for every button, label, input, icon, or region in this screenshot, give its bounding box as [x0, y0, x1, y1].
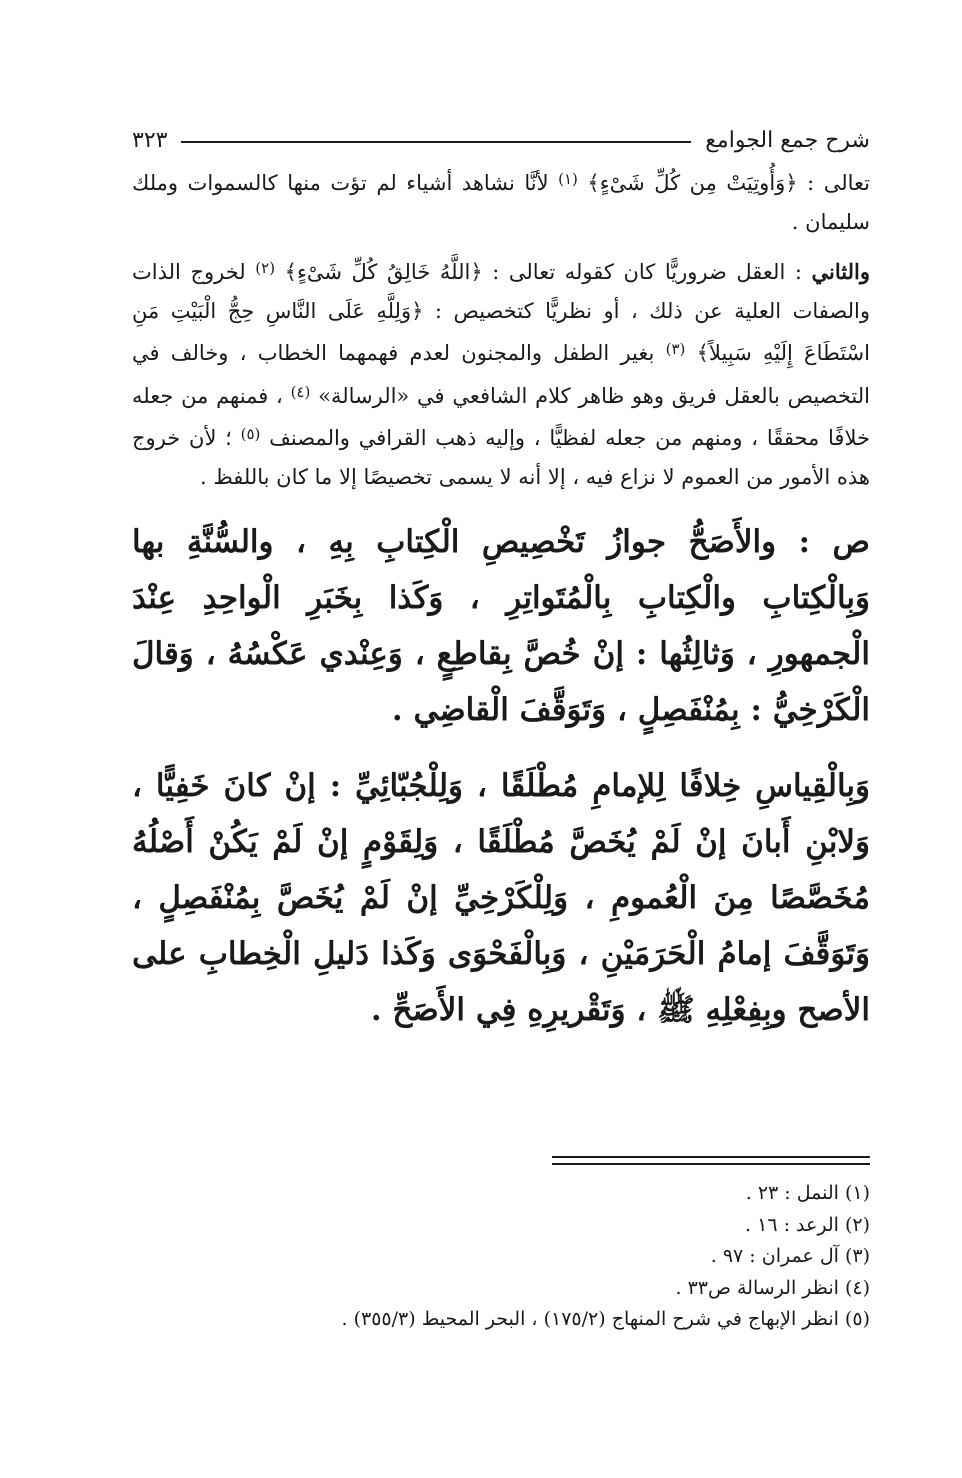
matn-paragraph-2: وَبِالْقِياسِ خِلافًا لِلإمامِ مُطْلَقًا ، وَلِلْجُبّائِيِّ : إنْ كانَ خَفِيًّا ، وَلابْنِ أَبانَ إنْ لَمْ يُخَصَّ مُطْلَقًا ، وَلِقَوْمٍ إنْ لَمْ يَكُنْ أَصْلُهُ مُخَصَّصًا مِنَ الْعُمومِ ، وَلِلْكَرْخِيِّ إنْ لَمْ يُخَصَّ بِمُنْفَصِلٍ ، وَتَوَقَّفَ إمامُ الْحَرَمَيْنِ ، وَبِالْفَحْوَى وَكَذا دَليلِ الْخِطابِ على الأصح وبِفِعْلِهِ ﷺ ، وَتَقْريرِهِ فِي الأَصَحِّ .	[132, 768, 870, 1028]
footnote-separator	[552, 1156, 870, 1165]
footnote-1: (١) النمل : ٢٣ .	[745, 1182, 870, 1204]
text: تعالى :	[797, 171, 870, 195]
text: : العقل ضروريًّا كان كقوله تعالى :	[482, 260, 812, 284]
footnote-ref-4: (٤)	[290, 382, 311, 401]
footnote-4: (٤) انظر الرسالة ص٣٣ .	[675, 1276, 870, 1299]
commentary-paragraph-2	[132, 249, 870, 496]
footnote-ref-2: (٢)	[255, 259, 276, 277]
header-title: شرح جمع الجوامع	[705, 127, 870, 153]
commentary-paragraph-1	[132, 160, 870, 241]
footnote-ref-3: (٣)	[665, 340, 686, 358]
footnote-ref-1: (١)	[558, 170, 578, 188]
footnotes	[132, 1178, 870, 1336]
footnote-2: (٢) الرعد : ١٦ .	[745, 1213, 870, 1236]
text: بغير الطفل والمجنون لعدم فهمهما الخطاب ، وخالف في التخصيص بالعقل فريق وهو ظاهر كلام الشافعي في «الرسالة»	[132, 341, 870, 408]
matn-text	[132, 514, 870, 1038]
header-rule	[181, 141, 691, 143]
footnote-ref-5: (٥)	[240, 425, 261, 443]
text: ، فمنهم من جعله خلافًا محققًا ، ومنهم من جعله لفظيًّا ، وإليه ذهب القرافي والمصنف	[132, 383, 870, 450]
text: ؛ لأن خروج هذه الأمور من العموم لا نزاع فيه ، إلا أنه لا يسمى تخصيصًا إلا ما كان باللفظ .	[132, 426, 870, 489]
footnote-5: (٥) انظر الإبهاج في شرح المنهاج (١٧٥/٢) ، البحر المحيط (٣٥٥/٣) .	[341, 1308, 870, 1330]
text: لخروج الذات والصفات العلية عن ذلك ، أو نظريًّا كتخصيص :	[132, 260, 870, 323]
running-header	[132, 120, 870, 160]
footnote-3: (٣) آل عمران : ٩٧ .	[710, 1245, 870, 1267]
quran-quote: ﴿وَأُوتِيَتْ مِن كُلِّ شَىْءٍ﴾	[587, 171, 798, 195]
quran-quote: ﴿وَلِلَّهِ عَلَى النَّاسِ حِجُّ الْبَيْتِ مَنِ اسْتَطَاعَ إِلَيْهِ سَبِيلاً﴾	[132, 298, 870, 365]
page-number: ٣٢٣	[132, 127, 168, 153]
book-page	[132, 120, 870, 1460]
quran-quote: ﴿اللَّهُ خَالِقُ كُلِّ شَىْءٍ﴾	[284, 260, 483, 284]
commentary-text	[132, 160, 870, 496]
lead-word: والثاني	[811, 259, 871, 284]
text: لأنَّا نشاهد أشياء لم تؤت منها كالسموات وملك سليمان .	[132, 171, 870, 234]
matn-paragraph-1: ص : والأَصَحُّ جوازُ تَخْصِيصِ الْكِتابِ بِهِ ، والسُّنَّةِ بها وَبِالْكِتابِ والْكِتابِ بِالْمُتَواتِرِ ، وَكَذا بِخَبَرِ الْواحِدِ عِنْدَ الْجمهورِ ، وَثالِثُها : إنْ خُصَّ بِقاطِعٍ ، وَعِنْدي عَكْسُهُ ، وَقالَ الْكَرْخِيُّ : بِمُنْفَصِلٍ ، وَتَوَقَّفَ الْقاضِي .	[132, 524, 870, 728]
